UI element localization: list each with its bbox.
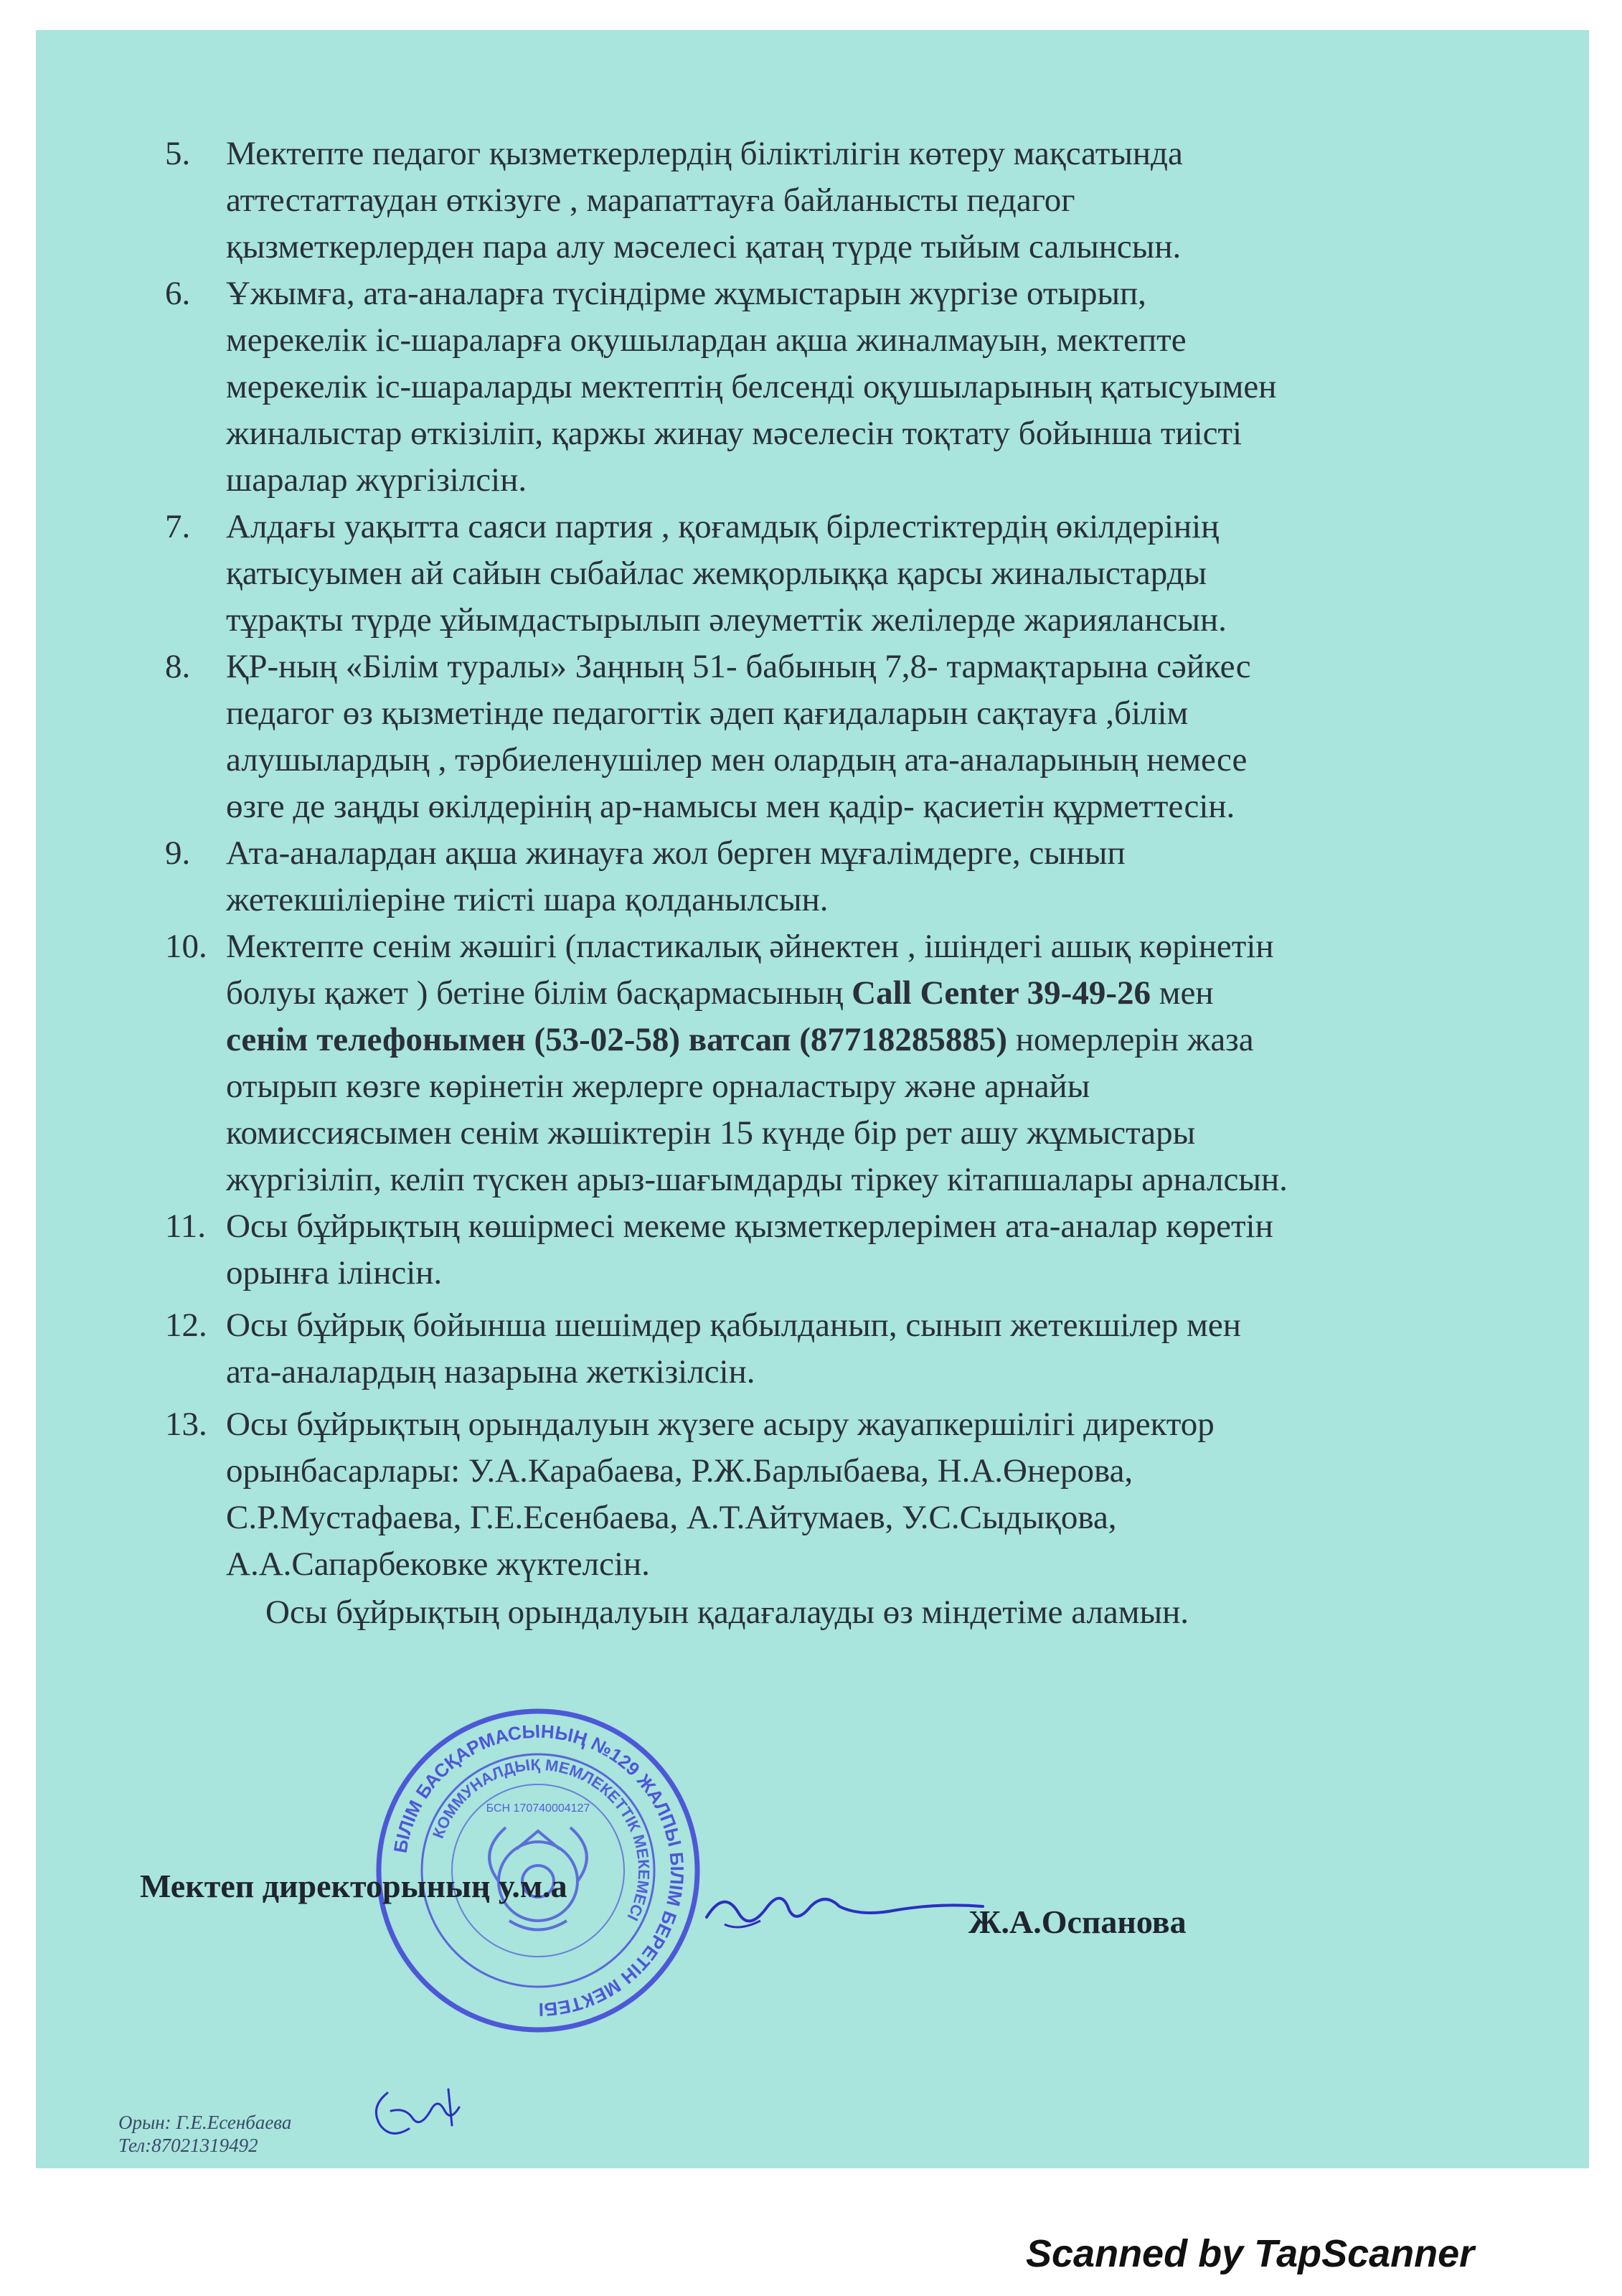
stamp-inner-text: КОММУНАЛДЫҚ МЕМЛЕКЕТТІК МЕКЕМЕСІ: [428, 1755, 654, 1924]
item-line: Ата-аналардан ақша жинауға жол берген мұғалімдерге, сынып: [226, 834, 1126, 872]
item-line: шаралар жүргізілсін.: [226, 461, 527, 499]
item-line: орынбасарлары: У.А.Карабаева, Р.Ж.Барлыбаева, Н.А.Өнерова,: [226, 1452, 1133, 1490]
item-line: А.А.Сапарбековке жүктелсін.: [226, 1545, 650, 1583]
item-text: болуы қажет ) бетіне білім басқармасының: [226, 974, 852, 1012]
scanner-watermark: Scanned by TapScanner: [1026, 2232, 1475, 2275]
closing-statement: Осы бұйрықтың орындалуын қадағалауды өз міндетіме аламын.: [265, 1594, 1189, 1631]
list-item: [165, 131, 1528, 270]
list-item: [165, 1401, 1528, 1588]
item-number: 12.: [165, 1307, 207, 1344]
executor-name: Орын: Г.Е.Есенбаева: [118, 2112, 292, 2133]
list-item: [165, 1203, 1528, 1297]
item-line: қызметкерлерден пара алу мәселесі қатаң түрде тыйым салынсын.: [226, 228, 1182, 265]
item-number: 10.: [165, 928, 207, 965]
item-line: тұрақты түрде ұйымдастырылып әлеуметтік желілерде жариялансын.: [226, 601, 1227, 639]
item-line: ҚР-ның «Білім туралы» Заңның 51- бабының 7,8- тармақтарына сәйкес: [226, 648, 1251, 685]
item-line: жүргізіліп, келіп түскен арыз-шағымдарды тіркеу кітапшалары арналсын.: [226, 1161, 1288, 1198]
stamp-outer-text: БІЛІМ БАСҚАРМАСЫНЫҢ №129 ЖАЛПЫ БІЛІМ БЕРЕТІН МЕКТЕБІ: [389, 1720, 689, 2021]
item-number: 13.: [165, 1406, 207, 1443]
item-line: қатысуымен ай сайын сыбайлас жемқорлыққа қарсы жиналыстарды: [226, 555, 1207, 592]
order-items: [165, 131, 1528, 1636]
list-item: [165, 1302, 1528, 1396]
item-line: Осы бұйрықтың көшірмесі мекеме қызметкерлерімен ата-аналар көретін: [226, 1208, 1273, 1245]
item-line: мерекелік іс-шараларға оқушылардан ақша жиналмауын, мектепте: [226, 321, 1187, 359]
item-text: мен: [1150, 974, 1214, 1012]
executor-signature: [366, 2082, 473, 2140]
item-number: 9.: [165, 834, 191, 872]
executor-info: [118, 2111, 291, 2157]
list-item: [165, 644, 1528, 830]
list-item: [165, 504, 1528, 644]
item-line: Мектепте сенім жәшігі (пластикалық әйнектен , ішіндегі ашық көрінетін: [226, 928, 1274, 965]
item-text: номерлерін жаза: [1007, 1021, 1254, 1058]
item-line: Осы бұйрықтың орындалуын жүзеге асыру жауапкершілігі директор: [226, 1406, 1215, 1443]
signature-title: Мектеп директорының у.м.а: [140, 1868, 567, 1904]
item-number: 8.: [165, 648, 191, 685]
item-line: аттестаттаудан өткізуге , марапаттауға байланысты педагог: [226, 182, 1075, 219]
call-center-number: Call Center 39-49-26: [852, 974, 1151, 1012]
stamp-bin: БСН 170740004127: [486, 1802, 590, 1815]
item-line: мерекелік іс-шараларды мектептің белсенді оқушыларының қатысуымен: [226, 368, 1277, 405]
item-line: комиссиясымен сенім жәшіктерін 15 күнде бір рет ашу жұмыстары: [226, 1114, 1196, 1152]
item-line: педагог өз қызметінде педагогтік әдеп қағидаларын сақтауға ,білім: [226, 695, 1189, 732]
list-item: [165, 923, 1528, 1203]
handwritten-signature: [703, 1867, 990, 1946]
list-item: [165, 830, 1528, 923]
item-line: Мектепте педагог қызметкерлердің біліктілігін көтеру мақсатында: [226, 135, 1183, 172]
item-line: жетекшіліеріне тиісті шара қолданылсын.: [226, 881, 829, 918]
item-number: 7.: [165, 508, 191, 545]
item-line: Осы бұйрық бойынша шешімдер қабылданып, сынып жетекшілер мен: [226, 1307, 1241, 1344]
item-line: [226, 970, 1528, 1017]
trust-phone-numbers: сенім телефонымен (53-02-58) ватсап (87718285885): [226, 1021, 1008, 1058]
item-line: жиналыстар өткізіліп, қаржы жинау мәселесін тоқтату бойынша тиісті: [226, 415, 1243, 452]
director-name: Ж.А.Оспанова: [968, 1904, 1187, 1940]
item-line: алушылардың , тәрбиеленушілер мен олардың ата-аналарының немесе: [226, 741, 1248, 778]
item-line: [226, 1017, 1528, 1063]
item-line: орынға ілінсін.: [226, 1254, 443, 1292]
item-line: С.Р.Мустафаева, Г.Е.Есенбаева, А.Т.Айтумаев, У.С.Сыдықова,: [226, 1499, 1117, 1536]
item-line: Алдағы уақытта саяси партия , қоғамдық бірлестіктердің өкілдерінің: [226, 508, 1220, 545]
document-page: [36, 30, 1589, 2168]
item-line: Ұжымға, ата-аналарға түсіндірме жұмыстарын жүргізе отырып,: [226, 275, 1146, 312]
item-line: отырып көзге көрінетін жерлерге орналастыру және арнайы: [226, 1068, 1090, 1105]
item-number: 6.: [165, 275, 191, 312]
list-item: [165, 270, 1528, 504]
item-line: өзге де заңды өкілдерінің ар-намысы мен қадір- қасиетін құрметтесін.: [226, 788, 1235, 825]
executor-phone: Тел:87021319492: [118, 2135, 258, 2156]
item-number: 5.: [165, 135, 191, 172]
item-line: ата-аналардың назарына жеткізілсін.: [226, 1353, 755, 1391]
item-number: 11.: [165, 1208, 207, 1245]
